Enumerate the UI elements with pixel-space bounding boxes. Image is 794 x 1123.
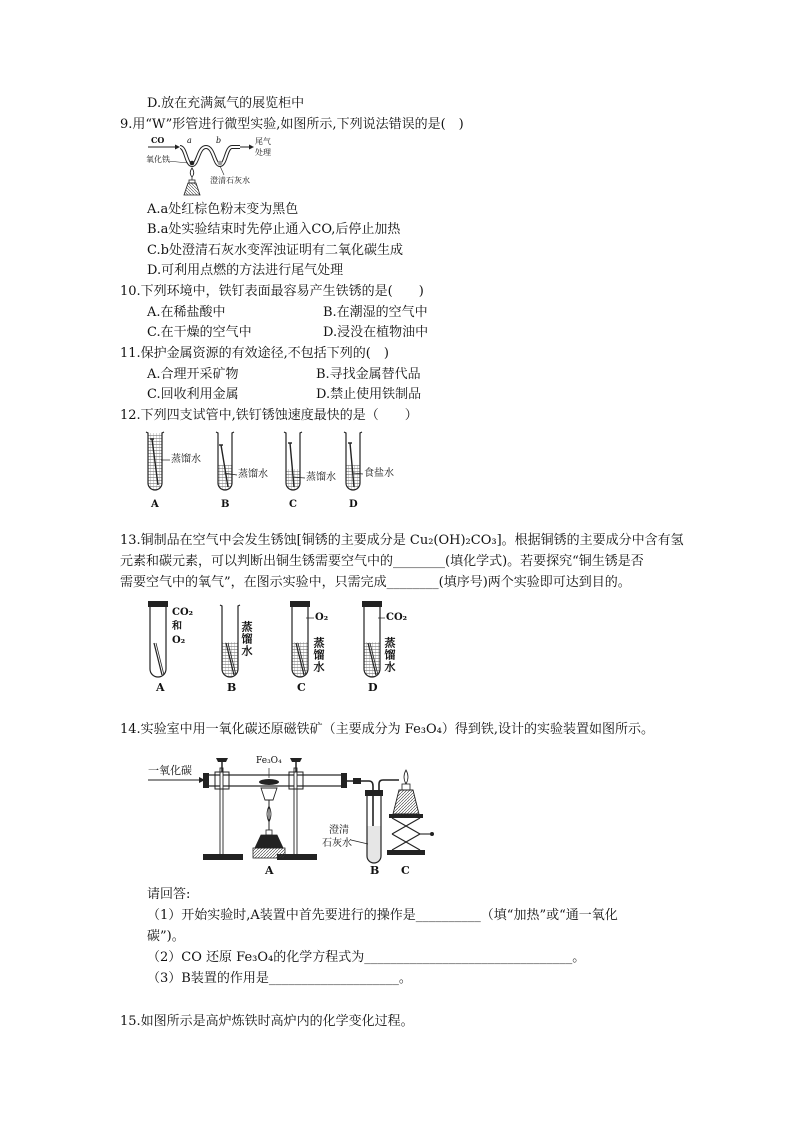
q13-copper-tubes-figure [140,597,420,699]
q14-label-b: B [370,864,380,877]
limewater-drop [218,161,223,166]
q13-line-2: 元素和碳元素，可以判断出铜生锈需要空气中的________(填化学式)。若要探究“铜生锈是否 [120,554,644,569]
q13-tube-b-liquid: 蒸馏水 [240,621,253,657]
q9-w-tube-figure [140,135,275,200]
q9-option-b: B.a处实验结束时先停止通入CO,后停止加热 [147,222,401,237]
arrow-head-icon [249,145,254,150]
lamp-neck [189,180,195,183]
q9-option-c: C.b处澄清石灰水变浑浊证明有二氧化碳生成 [147,243,403,258]
q9-point-a-label: a [187,136,192,145]
q14-sub-3: （3）B装置的作用是____________________。 [147,971,412,986]
q12-tube-d-liquid: 食盐水 [364,468,394,479]
q9-tail-label-2: 处理 [255,148,271,157]
q13-line-1: 13.铜制品在空气中会发生锈蚀[铜锈的主要成分是 Cu₂(OH)₂CO₃]。根据铜锈的主要成分中含有氢 [120,533,684,548]
rubber-joint [353,778,361,784]
iron-oxide-powder [190,161,195,166]
q9-stem: 9.用“W”形管进行微型实验,如图所示,下列说法错误的是( ) [120,117,464,132]
stopper [148,601,168,607]
w-tube-inner [180,147,240,165]
q14-label-c: C [401,864,410,877]
q13-tube-a-gas-1: CO₂ [172,607,194,618]
q13-tube-d-label: D [368,681,378,694]
left-stopper [203,773,209,788]
flame-icon [404,770,408,784]
alcohol-lamp-c [387,770,434,855]
q9-option-a: A.a处红棕色粉末变为黑色 [147,202,299,217]
q13-tube-d-liquid: 蒸馏水 [383,637,396,673]
clamp-screw-icon [290,758,302,762]
q15-stem: 15.如图所示是高炉炼铁时高炉内的化学变化过程。 [120,1014,414,1029]
tail-gas-tube [379,780,399,791]
q9-gas-in-label: CO [151,135,165,145]
q11-option-d: D.禁止使用铁制品 [316,387,422,402]
q12-tube-b-liquid: 蒸馏水 [238,469,268,480]
test-tube-b [216,432,237,490]
iron-stand-right [277,758,317,860]
q11-option-a: A.合理开采矿物 [147,367,239,382]
q9-solid-label: 氧化铁 [146,155,170,164]
copper-piece [154,643,162,675]
fe3o4-powder [259,779,279,785]
q14-liquid-label-1: 澄清 [329,825,349,836]
q14-reagent-label: Fe₃O₄ [256,756,282,766]
arrow-head-icon [175,145,180,150]
q14-prompt: 请回答: [147,887,191,902]
q11-option-c: C.回收利用金属 [147,387,239,402]
test-tube-a [146,432,170,490]
q13-tube-c-gas: O₂ [315,612,329,623]
q12-test-tubes-figure [140,425,420,517]
clamp-screw-icon [216,758,228,762]
q10-option-d: D.浸没在植物油中 [323,325,429,340]
copper-tube-c [290,601,314,677]
q14-sub-1-line-2: 碳”)。 [147,929,185,944]
q10-option-c: C.在干燥的空气中 [147,325,252,340]
q11-stem: 11.保护金属资源的有效途径,不包括下列的( ) [120,346,389,361]
copper-tube-a [148,601,168,677]
q13-tube-b-label: B [227,681,237,694]
q13-tube-c-liquid: 蒸馏水 [312,637,325,673]
flame-shield [261,788,277,800]
copper-tube-d [362,601,385,677]
q12-tube-b-label: B [221,499,230,510]
flame-icon [190,168,194,177]
limewater-tube-b [351,790,383,863]
copper-tube-b [220,605,240,677]
q12-tube-a-label: A [151,499,159,510]
q9-point-b-label: b [216,136,222,145]
stopper [365,790,383,796]
alcohol-lamp-icon [184,183,200,195]
q12-tube-a-liquid: 蒸馏水 [171,454,201,465]
alcohol-lamp-a [253,788,285,858]
stopper [290,601,310,607]
q9-tail-label-1: 尾气 [255,137,271,146]
leader-line [220,166,224,175]
jack-base [387,850,425,855]
lab-jack-icon [392,818,431,850]
q13-tube-a-label: A [156,681,165,694]
q12-tube-c-liquid: 蒸馏水 [306,472,336,483]
q13-tube-a-gas-3: O₂ [172,635,186,646]
q14-gas-in-label: 一氧化碳 [148,764,192,777]
q10-option-a: A.在稀盐酸中 [147,305,226,320]
q13-tube-a-gas-2: 和 [172,621,182,632]
q8-option-d: D.放在充满氮气的展览柜中 [147,96,305,111]
q12-tube-c-label: C [289,499,297,510]
q14-sub-2: （2）CO 还原 Fe₃O₄的化学方程式为________________________________。 [147,950,586,965]
q10-option-b: B.在潮湿的空气中 [323,305,428,320]
q14-apparatus-figure [143,748,443,880]
q14-sub-1-line-1: （1）开始实验时,A装置中首先要进行的操作是__________（填“加热”或“通一氧化 [147,908,618,923]
lamp-block [253,848,285,858]
q14-stem: 14.实验室中用一氧化碳还原磁铁矿（主要成分为 Fe₃O₄）得到铁,设计的实验装置如图所示。 [120,722,655,737]
leader-line [168,161,188,163]
stopper [362,601,382,607]
q11-option-b: B.寻找金属替代品 [316,367,421,382]
q13-line-3: 需要空气中的氧气”，在图示实验中，只需完成________(填序号)两个实验即可达到目的。 [120,575,631,590]
test-tube-d [344,432,363,490]
q9-option-d: D.可利用点燃的方法进行尾气处理 [147,263,344,278]
jack-top-plate [389,814,423,818]
q13-tube-c-label: C [297,681,306,694]
test-tube-c [284,432,305,490]
right-stopper [341,773,347,788]
q14-label-a: A [265,864,274,877]
q9-liquid-label: 澄清石灰水 [210,176,250,185]
jack-knob [430,832,434,836]
q10-stem: 10.下列环境中，铁钉表面最容易产生铁锈的是( ) [120,284,424,299]
q13-tube-d-gas: CO₂ [386,612,408,623]
leader-line [351,840,368,844]
q12-stem: 12.下列四支试管中,铁钉锈蚀速度最快的是（ ） [120,408,418,423]
q14-liquid-label-2: 石灰水 [322,838,352,849]
q12-tube-d-label: D [349,499,358,510]
